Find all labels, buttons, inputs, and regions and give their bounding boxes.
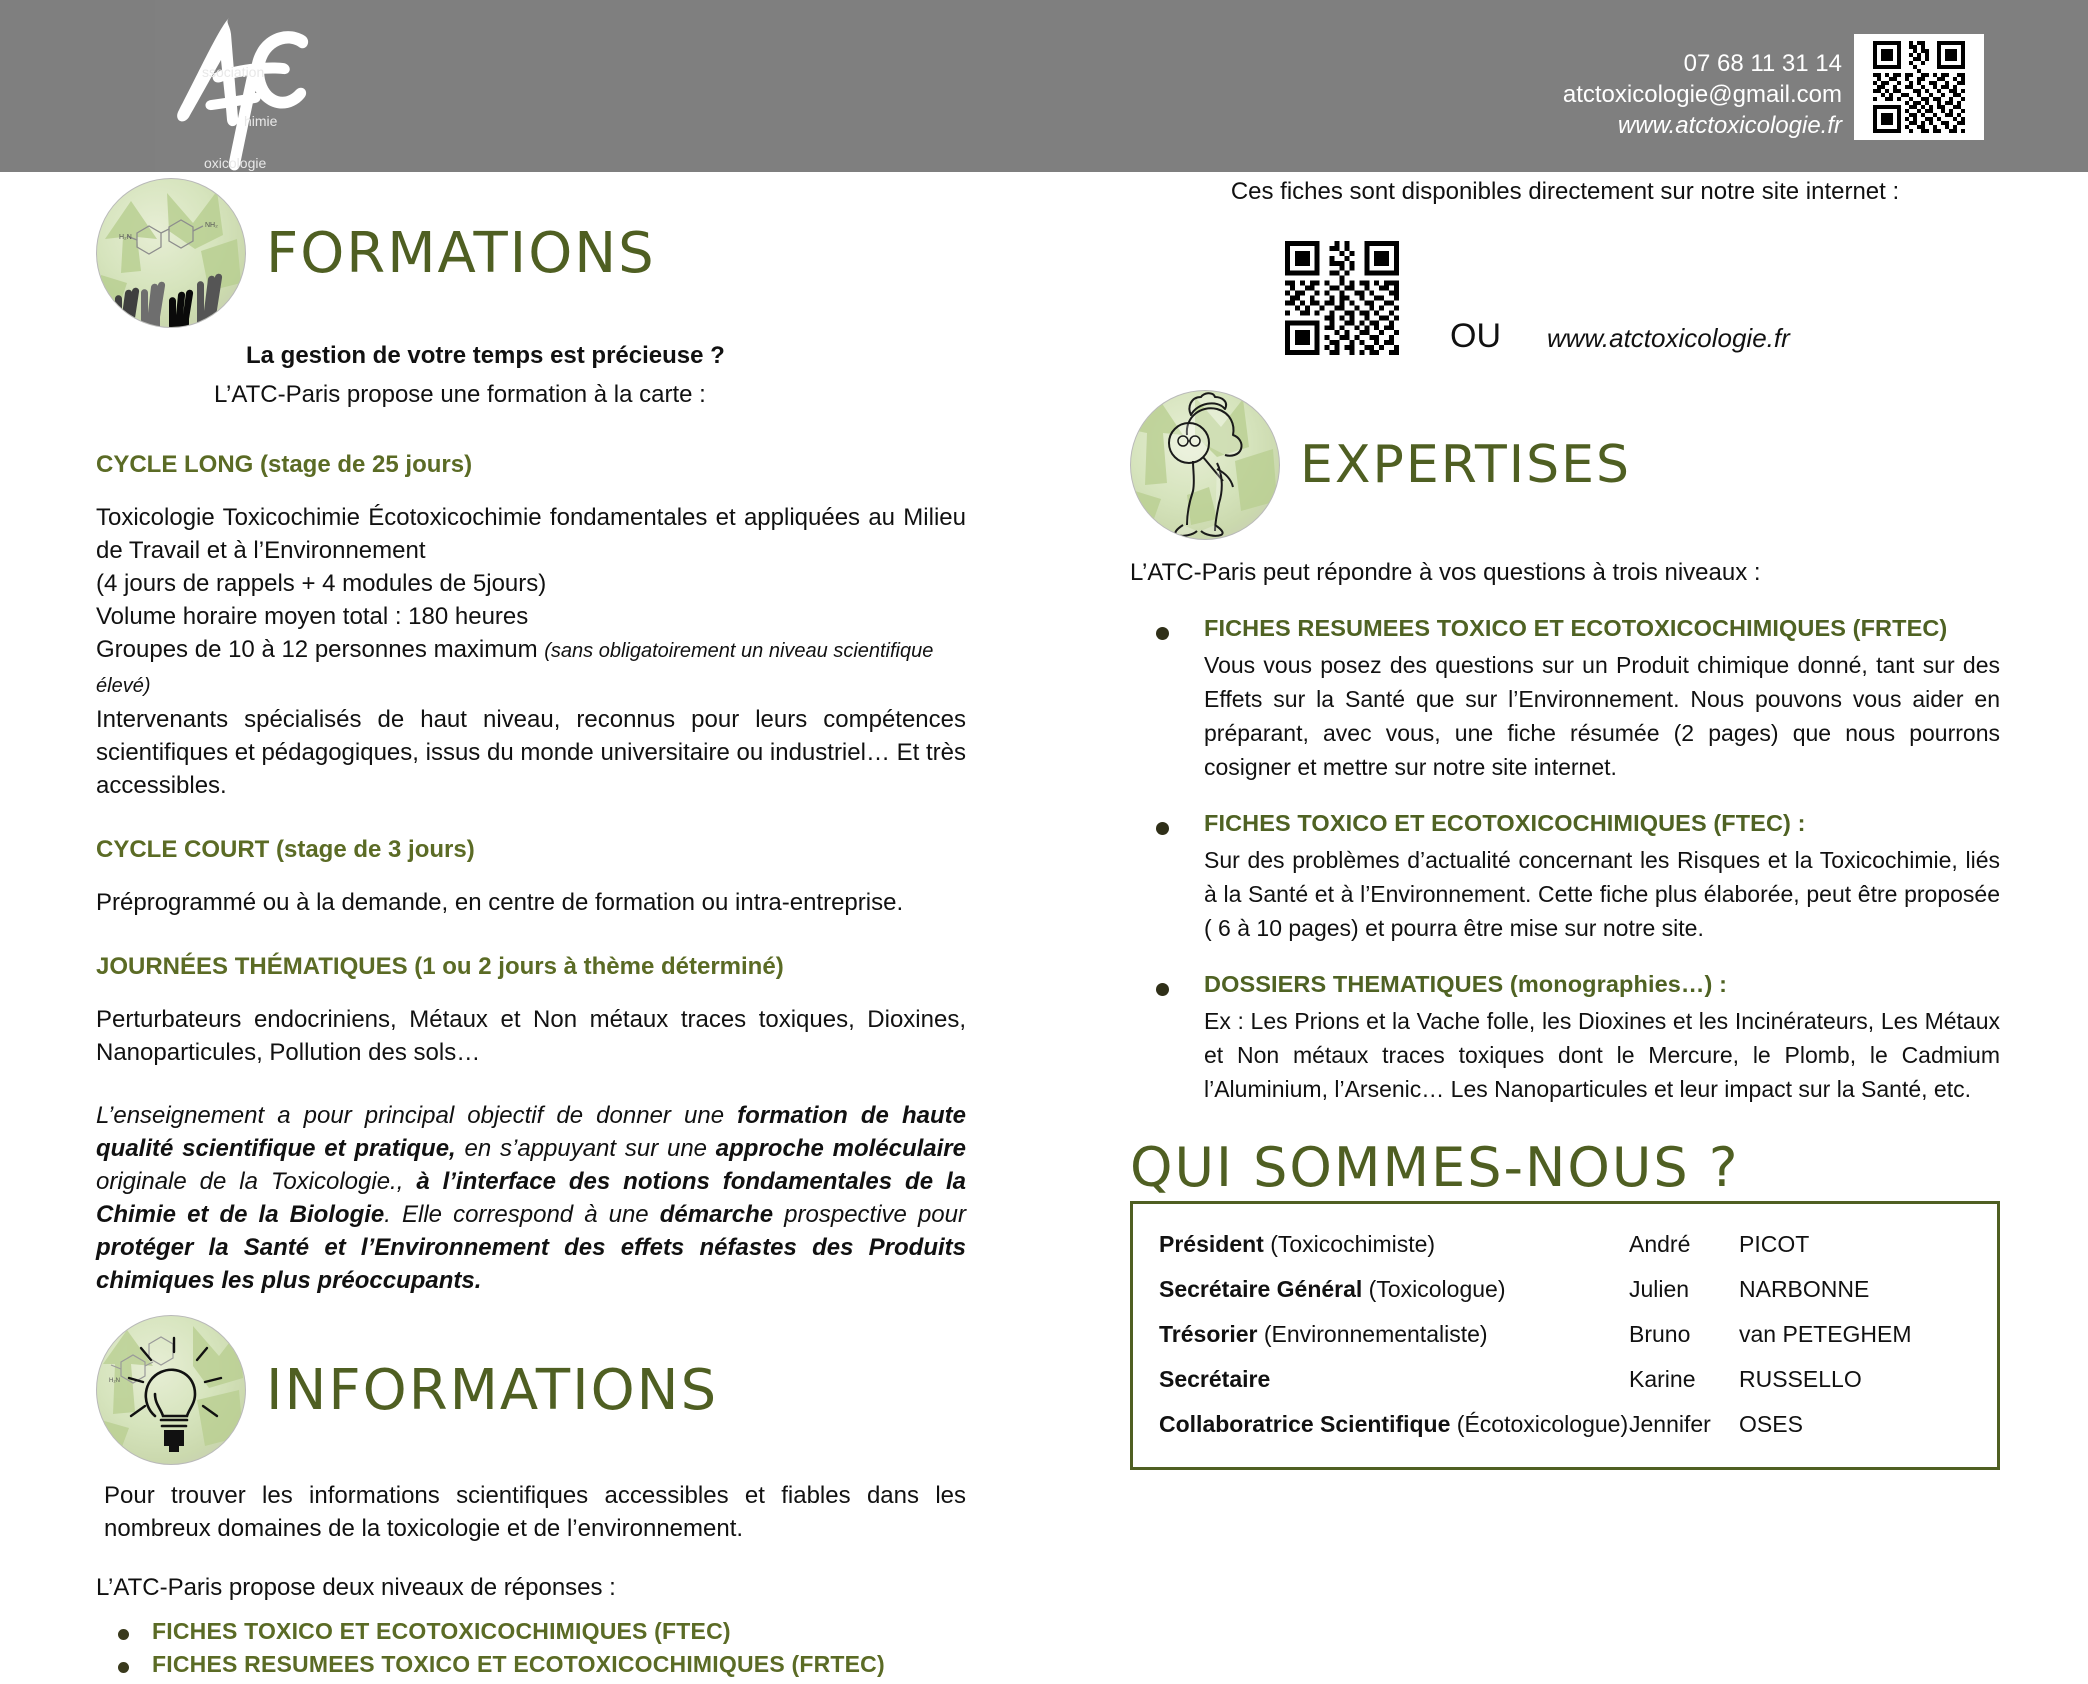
contact-phone: 07 68 11 31 14 bbox=[1683, 50, 1842, 77]
table-row bbox=[1133, 1312, 1997, 1357]
informations-badge-icon bbox=[96, 1315, 246, 1465]
list-item[interactable] bbox=[1130, 810, 2000, 945]
emph-b2: approche moléculaire bbox=[715, 1135, 966, 1162]
svg-text:H₂N: H₂N bbox=[119, 234, 132, 241]
expertise-title-1: FICHES RESUMEES TOXICO ET ECOTOXICOCHIMIQUES (FRTEC) bbox=[1204, 615, 1948, 641]
informations-p2: L’ATC-Paris propose deux niveaux de réponses : bbox=[96, 1574, 616, 1601]
contact-email[interactable]: atctoxicologie@gmail.com bbox=[1562, 81, 1842, 108]
role-rest-1: (Toxicochimiste) bbox=[1263, 1231, 1436, 1257]
logo-word-toxicologie: oxicologie bbox=[204, 155, 267, 171]
emph-b4: démarche bbox=[659, 1201, 774, 1228]
cycle-court-heading: CYCLE COURT (stage de 3 jours) bbox=[96, 836, 475, 863]
team-first-1: André bbox=[1629, 1231, 1691, 1257]
table-row bbox=[1133, 1357, 1997, 1402]
formations-lead-bold: La gestion de votre temps est précieuse ? bbox=[246, 342, 725, 369]
cycle-court-p1: Préprogrammé ou à la demande, en centre de formation ou intra-entreprise. bbox=[96, 889, 904, 916]
svg-text:H₂N: H₂N bbox=[109, 1378, 120, 1384]
site-qr-row bbox=[1130, 236, 2000, 360]
role-rest-2: (Toxicologue) bbox=[1362, 1276, 1506, 1302]
team-last-4: RUSSELLO bbox=[1739, 1366, 1862, 1392]
formations-badge-icon bbox=[96, 178, 246, 328]
team-first-2: Julien bbox=[1629, 1276, 1690, 1302]
or-separator-label: OU bbox=[1450, 317, 1501, 355]
emph-s1: L’enseignement a pour principal objectif de donner une bbox=[96, 1102, 738, 1129]
formations-emphasis bbox=[96, 1099, 966, 1297]
informations-heading-row bbox=[96, 1315, 966, 1465]
cycle-long-p4 bbox=[96, 633, 966, 703]
hands-molecule-art bbox=[97, 179, 245, 327]
team-first-5: Jennifer bbox=[1629, 1411, 1711, 1437]
qui-sommes-nous-box bbox=[1130, 1201, 2000, 1470]
site-url-link[interactable]: www.atctoxicologie.fr bbox=[1547, 323, 1790, 353]
team-last-3: van PETEGHEM bbox=[1739, 1321, 1912, 1347]
header-contact-block bbox=[1563, 48, 1842, 141]
left-column bbox=[96, 178, 966, 1684]
right-column bbox=[1130, 178, 2000, 1470]
emph-s4: . Elle correspond à une bbox=[384, 1201, 660, 1228]
informations-title: INFORMATIONS bbox=[266, 1357, 719, 1423]
cycle-long-p4-note: (sans obligatoirement un niveau scientifique élevé) bbox=[96, 640, 934, 697]
team-role-4 bbox=[1133, 1357, 1629, 1402]
cycle-long-p5: Intervenants spécialisés de haut niveau, reconnus pour leurs compétences scientifiques et pédagogiques, issus du monde universitaire ou industriel… Et très accessibles. bbox=[96, 706, 966, 799]
role-bold-1: Président bbox=[1159, 1231, 1264, 1257]
informations-bullet-2: FICHES RESUMEES TOXICO ET ECOTOXICOCHIMIQUES (FRTEC) bbox=[152, 1651, 885, 1677]
formations-heading-row bbox=[96, 178, 966, 328]
role-bold-2: Secrétaire Général bbox=[1159, 1276, 1363, 1302]
cycle-long-p4-main: Groupes de 10 à 12 personnes maximum bbox=[96, 636, 545, 663]
role-bold-3: Trésorier bbox=[1159, 1321, 1258, 1347]
expertises-title: EXPERTISES bbox=[1300, 435, 1632, 495]
formations-lead: L’ATC-Paris propose une formation à la carte : bbox=[214, 381, 706, 408]
logo-word-association: ssociation bbox=[202, 64, 265, 80]
list-item[interactable] bbox=[1130, 615, 2000, 784]
expertise-title-3: DOSSIERS THEMATIQUES (monographies…) : bbox=[1204, 971, 1728, 997]
emph-b1: formation de haute qualité scientifique et pratique, bbox=[96, 1102, 966, 1162]
header-qr-code[interactable] bbox=[1854, 34, 1984, 140]
team-last-2: NARBONNE bbox=[1739, 1276, 1870, 1302]
cycle-long-heading: CYCLE LONG (stage de 25 jours) bbox=[96, 451, 473, 478]
expertises-badge-icon bbox=[1130, 390, 1280, 540]
journees-p1: Perturbateurs endocriniens, Métaux et Non métaux traces toxiques, Dioxines, Nanoparticules, Pollution des sols… bbox=[96, 1006, 966, 1066]
informations-bullets bbox=[96, 1618, 966, 1678]
detective-magnifier-art bbox=[1131, 391, 1279, 539]
team-last-5: OSES bbox=[1739, 1411, 1803, 1437]
emph-s5: prospective pour bbox=[773, 1201, 966, 1228]
role-bold-5: Collaboratrice Scientifique bbox=[1159, 1411, 1451, 1437]
emph-s2: en s’appuyant sur une bbox=[455, 1135, 716, 1162]
cycle-long-p1: Toxicologie Toxicochimie Écotoxicochimie fondamentales et appliquées au Milieu de Travail et à l’Environnement bbox=[96, 504, 966, 564]
emph-s3: originale de la Toxicologie., bbox=[96, 1168, 417, 1195]
site-qr-code[interactable] bbox=[1280, 236, 1404, 360]
table-row bbox=[1133, 1402, 1997, 1447]
lightbulb-molecule-art bbox=[97, 1316, 245, 1464]
list-item[interactable] bbox=[96, 1651, 966, 1678]
team-role-1 bbox=[1133, 1222, 1629, 1267]
expertise-body-2: Sur des problèmes d’actualité concernant les Risques et la Toxicochimie, liés à la Santé et à l’Environnement. Cette fiche plus élaborée, peut être proposée ( 6 à 10 pages) et pourra être mise sur notre site. bbox=[1204, 847, 2000, 941]
informations-p1: Pour trouver les informations scientifiques accessibles et fiables dans les nombreux domaines de la toxicologie et de l’environnement. bbox=[104, 1482, 966, 1542]
logo-word-chimie: himie bbox=[244, 113, 278, 129]
journees-heading: JOURNÉES THÉMATIQUES (1 ou 2 jours à thème déterminé) bbox=[96, 953, 784, 980]
formations-title: FORMATIONS bbox=[266, 220, 656, 286]
atc-logo-mark bbox=[155, 0, 320, 172]
table-row bbox=[1133, 1267, 1997, 1312]
role-rest-3: (Environnementaliste) bbox=[1257, 1321, 1488, 1347]
expertises-lead: L’ATC-Paris peut répondre à vos questions à trois niveaux : bbox=[1130, 559, 1761, 586]
qui-sommes-nous-title: QUI SOMMES-NOUS ? bbox=[1130, 1136, 1740, 1199]
role-rest-5: (Écotoxicologue) bbox=[1450, 1411, 1629, 1437]
contact-website[interactable]: www.atctoxicologie.fr bbox=[1617, 112, 1842, 139]
list-item[interactable] bbox=[96, 1618, 966, 1645]
team-first-3: Bruno bbox=[1629, 1321, 1691, 1347]
team-role-5 bbox=[1133, 1402, 1629, 1447]
list-item[interactable] bbox=[1130, 971, 2000, 1106]
team-table bbox=[1133, 1222, 1997, 1447]
expertise-title-2: FICHES TOXICO ET ECOTOXICOCHIMIQUES (FTEC) : bbox=[1204, 810, 1806, 836]
table-row bbox=[1133, 1222, 1997, 1267]
fiches-availability-note: Ces fiches sont disponibles directement sur notre site internet : bbox=[1230, 178, 1900, 205]
team-role-2 bbox=[1133, 1267, 1629, 1312]
informations-bullet-1: FICHES TOXICO ET ECOTOXICOCHIMIQUES (FTEC) bbox=[152, 1618, 731, 1644]
qr-code-icon bbox=[1857, 37, 1981, 137]
qr-code-icon bbox=[1280, 236, 1404, 360]
team-role-3 bbox=[1133, 1312, 1629, 1357]
team-first-4: Karine bbox=[1629, 1366, 1696, 1392]
expertise-body-3: Ex : Les Prions et la Vache folle, les Dioxines et les Incinérateurs, Les Métaux et Non métaux traces toxiques dont le Mercure, le Plomb, le Cadmium l’Aluminium, l’Arsenic… Les Nanoparticules et leur impact sur la Santé, etc. bbox=[1204, 1008, 2000, 1102]
expertise-body-1: Vous vous posez des questions sur un Produit chimique donné, tant sur des Effets sur la Santé que sur l’Environnement. Nous pouvons vous aider en préparant, avec vous, une fiche résumée (2 pages) que nous pourrons cosigner et mettre sur notre site internet. bbox=[1204, 652, 2000, 780]
expertises-heading-row bbox=[1130, 390, 2000, 540]
atc-logo bbox=[155, 0, 320, 172]
team-last-1: PICOT bbox=[1739, 1231, 1810, 1257]
role-bold-4: Secrétaire bbox=[1159, 1366, 1271, 1392]
header-bar bbox=[0, 0, 2088, 172]
cycle-long-p3: Volume horaire moyen total : 180 heures bbox=[96, 603, 529, 630]
expertises-list bbox=[1130, 615, 2000, 1106]
emph-b5: protéger la Santé et l’Environnement des effets néfastes des Produits chimiques les plus préoccupants. bbox=[96, 1234, 966, 1294]
emph-b3: à l’interface des notions fondamentales de la Chimie et de la Biologie bbox=[96, 1168, 966, 1228]
svg-text:NH₂: NH₂ bbox=[205, 222, 218, 229]
cycle-long-p2: (4 jours de rappels + 4 modules de 5jours) bbox=[96, 570, 547, 597]
